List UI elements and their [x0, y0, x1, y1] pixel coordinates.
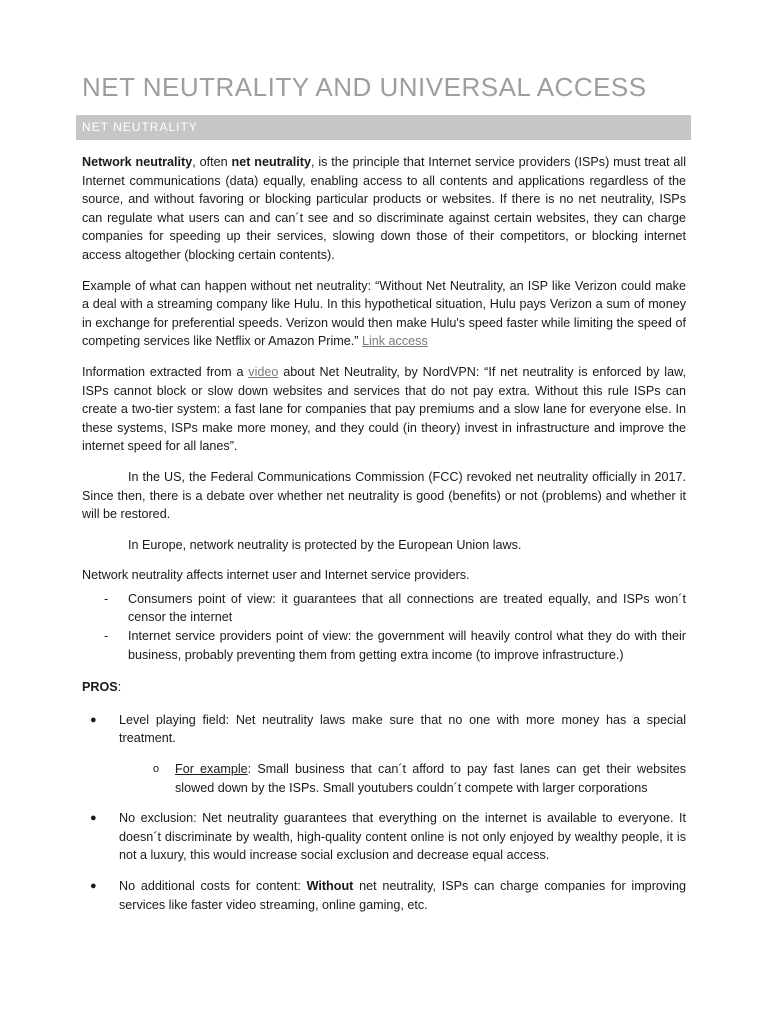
video-link[interactable]: video	[248, 364, 279, 379]
list-item: o For example: Small business that can´t afford to pay fast lanes can get their websites slowed down by the ISPs. Small youtubers couldn´t compete with larger corporations	[153, 762, 687, 795]
bullet-icon: ●	[90, 713, 97, 726]
viewpoints-list	[82, 590, 686, 664]
section-heading: NET NEUTRALITY	[76, 115, 691, 140]
us-paragraph: In the US, the Federal Communications Commission (FCC) revoked net neutrality officially in 2017. Since then, there is a debate over whether net neutrality is good (benefits) or not (problems) and whether it will be restored.	[82, 469, 686, 522]
europe-paragraph: In Europe, network neutrality is protected by the European Union laws.	[128, 537, 522, 552]
example-paragraph: Example of what can happen without net neutrality: “Without Net Neutrality, an ISP like Verizon could make a deal with a streaming company like Hulu. In this hypothetical situation, Hulu pays Verizon a sum of money in exchange for preferential speeds. Verizon would then make Hulu's speed faster while limiting the speed of competing services like Netflix or Amazon Prime.” Link access	[82, 278, 686, 349]
list-item: - Consumers point of view: it guarantees that all connections are treated equally, and ISPs won´t censor the internet	[104, 591, 686, 625]
sub-list	[119, 760, 686, 797]
pros-list	[82, 711, 686, 914]
video-paragraph: Information extracted from a video about Net Neutrality, by NordVPN: “If net neutrality is enforced by law, ISPs cannot block or slow down websites and services that do not pay extra. Without this rule ISPs can create a two-tier system: a fast lane for companies that pay premiums and a slow lane for everyone else. In these systems, ISPs make more money, and they could (in theory) invest in infrastructure and improve the internet speed for all lanes”.	[82, 364, 686, 454]
intro-paragraph: Network neutrality, often net neutrality, is the principle that Internet service providers (ISPs) must treat all Internet communications (data) equally, enabling access to all contents and applications regardless of the source, and without favoring or blocking particular products or websites. If there is no net neutrality, ISPs can regulate what users can and can´t see and so discriminate against certain websites, they can charge companies for speeding up their services, slowing down those of their competitors, or blocking internet access altogether (blocking certain contents).	[82, 155, 686, 262]
circle-bullet-icon: o	[153, 763, 160, 776]
list-item: ● Level playing field: Net neutrality laws make sure that no one with more money has a special treatment. o For example: Small business that can´t afford to pay fast lanes can get their websites slowed down by the ISPs. Small youtubers couldn´t compete with larger corporations	[82, 711, 686, 797]
term-network-neutrality: Network neutrality	[82, 155, 193, 169]
pros-heading: PROS:	[82, 680, 122, 695]
document-body	[82, 70, 686, 914]
list-item: - Internet service providers point of view: the government will heavily control what they do with their business, probably preventing them from getting extra income (to improve infrastructure.)	[104, 629, 686, 662]
document-title: NET NEUTRALITY AND UNIVERSAL ACCESS	[82, 72, 647, 102]
term-net-neutrality: net neutrality	[231, 155, 311, 169]
list-item: ● No additional costs for content: Without net neutrality, ISPs can charge companies for improving services like faster video streaming, online gaming, etc.	[90, 879, 686, 912]
bullet-icon: ●	[90, 880, 97, 892]
affects-paragraph: Network neutrality affects internet user and Internet service providers.	[82, 568, 470, 583]
list-item: ● No exclusion: Net neutrality guarantees that everything on the internet is available to everyone. It doesn´t discriminate by wealth, high-quality content online is not only enjoyed by wealthy people, it is not a luxury, this would increase social exclusion and decrease equal access.	[90, 811, 686, 863]
link-access[interactable]: Link access	[361, 334, 428, 349]
bullet-icon: ●	[90, 812, 97, 825]
